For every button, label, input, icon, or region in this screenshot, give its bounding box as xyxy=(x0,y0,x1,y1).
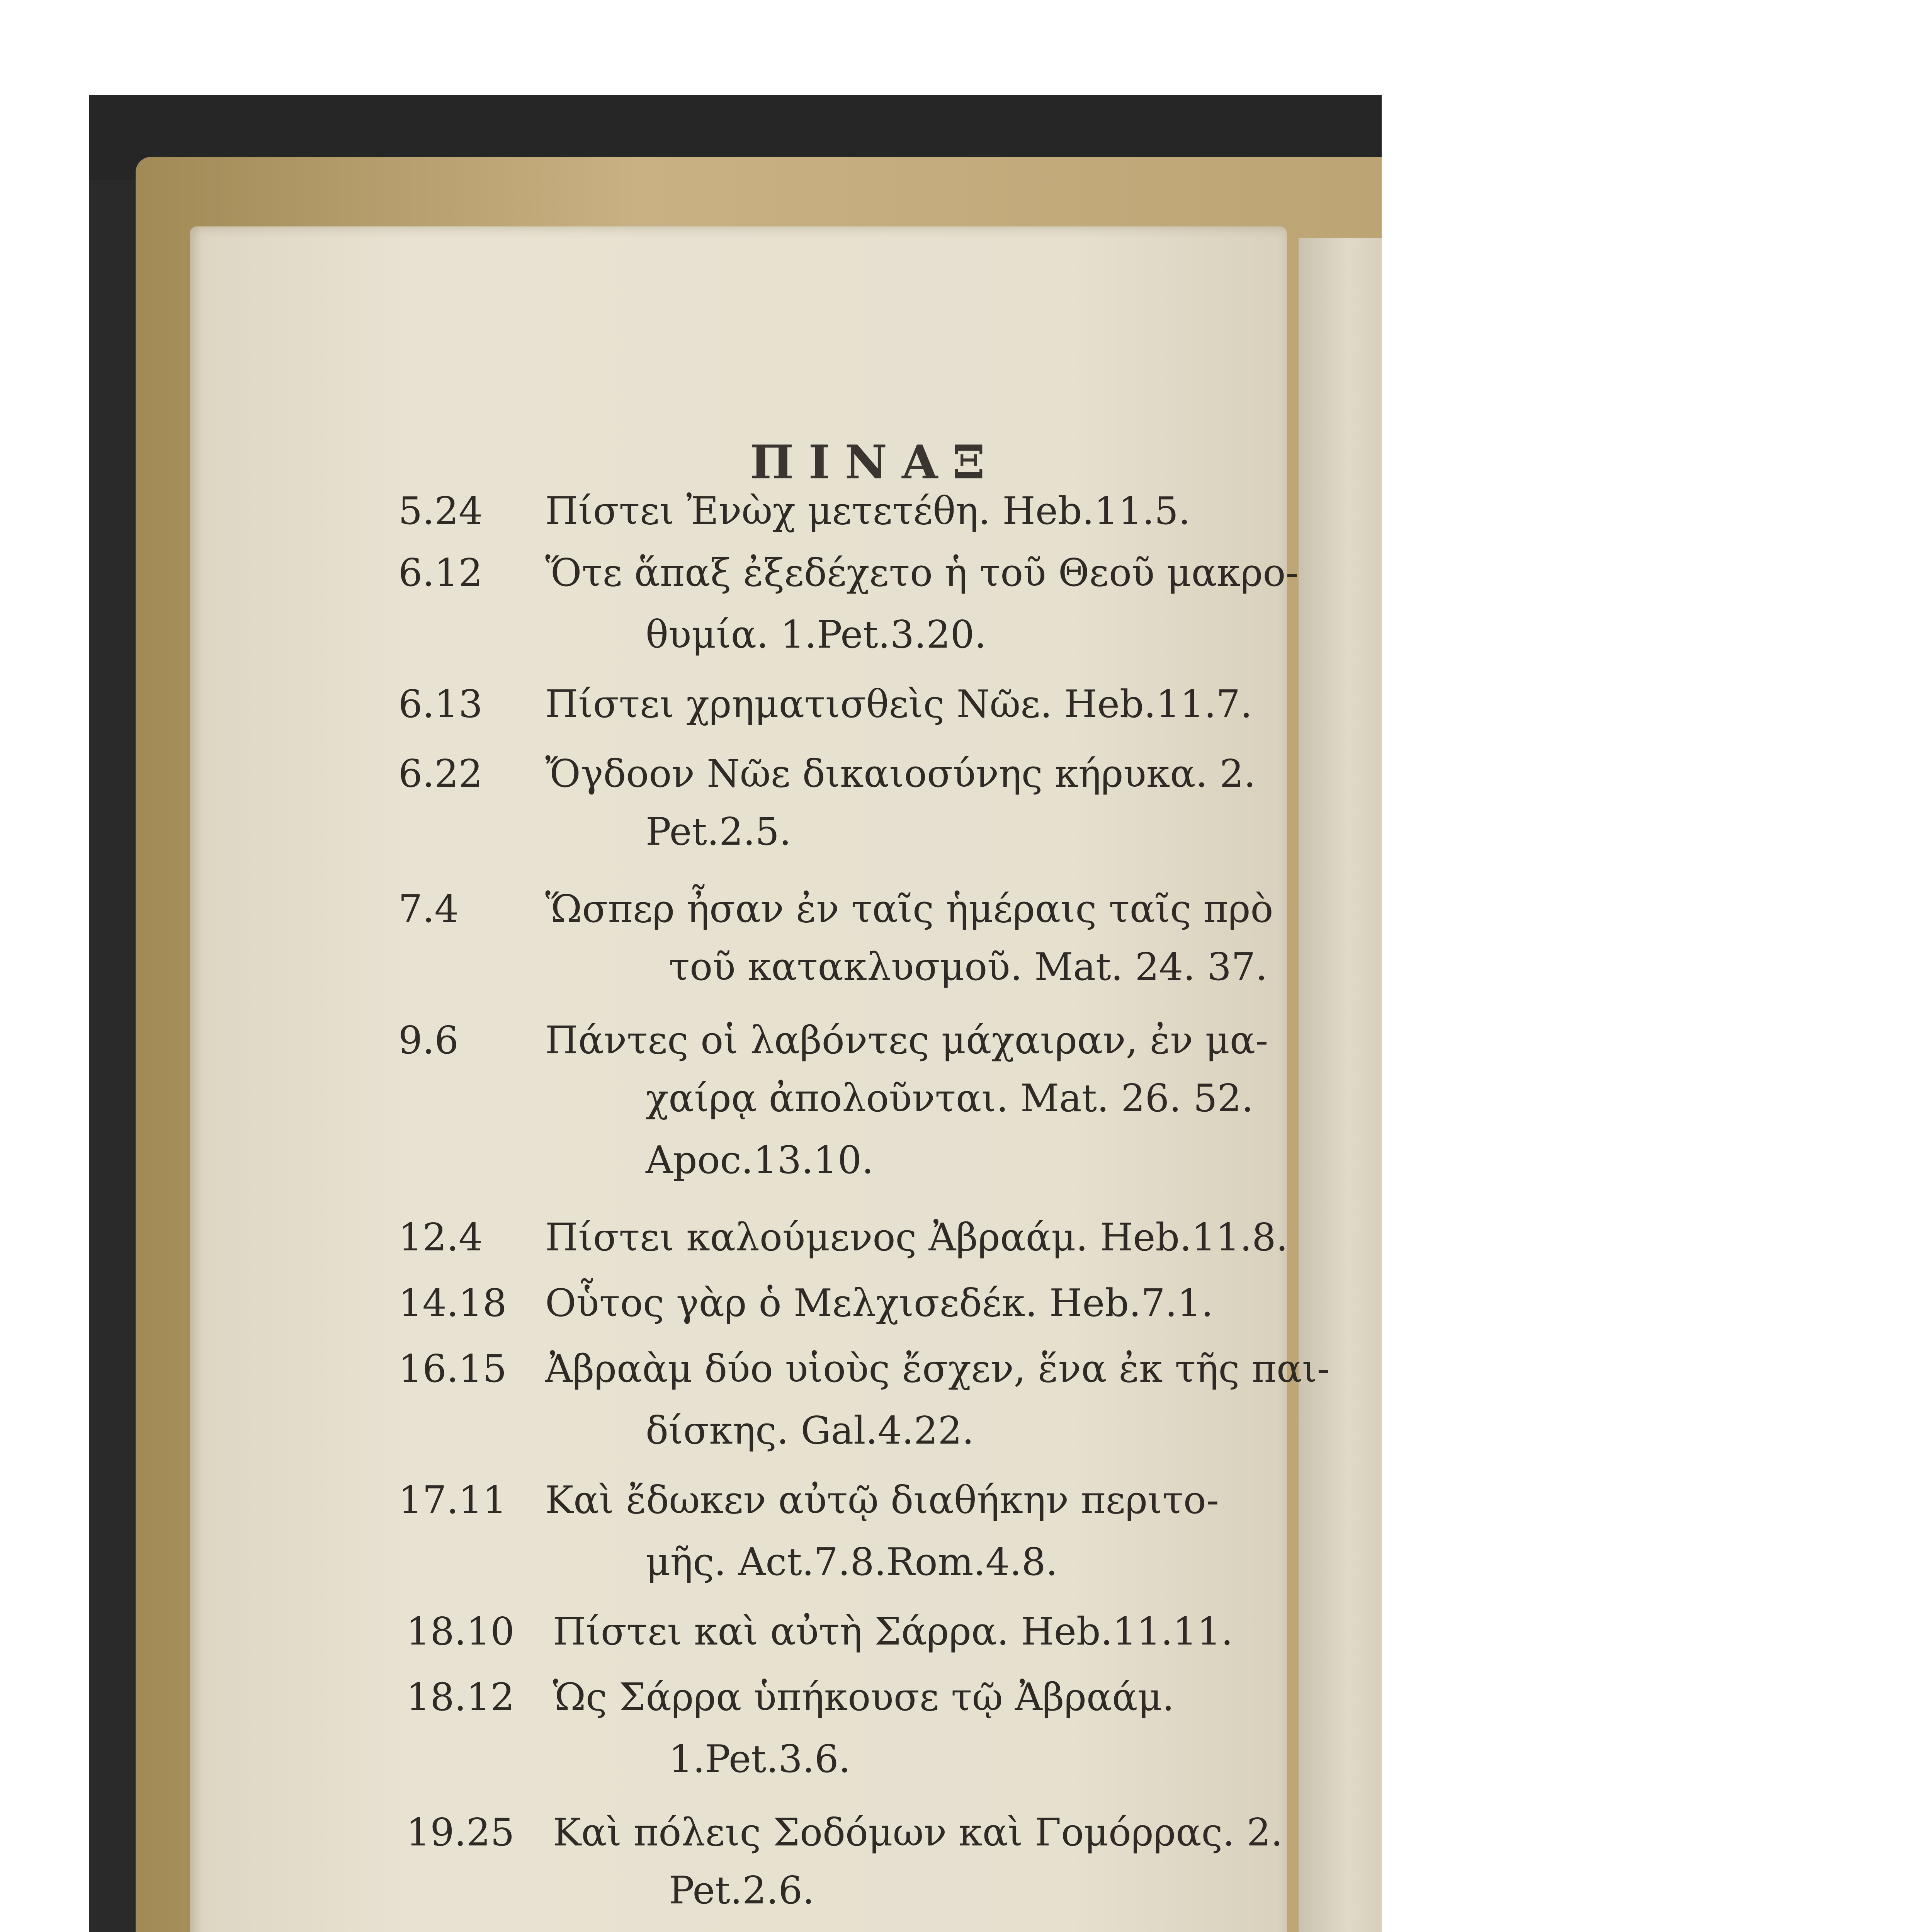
entry-reference: 19.25 xyxy=(406,1811,515,1855)
entry-reference: 16.15 xyxy=(398,1347,507,1391)
entry-reference: 14.18 xyxy=(398,1281,507,1325)
facing-page-edge xyxy=(1299,238,1382,1932)
index-entry xyxy=(398,551,1299,595)
entry-reference: 6.13 xyxy=(398,682,483,726)
entry-text: Ὥσπερ ἦσαν ἐν ταῖς ἡμέραις ταῖς πρὸ xyxy=(545,887,1273,931)
page-title: ΠΙΝΑΞ xyxy=(750,435,1000,490)
entry-text: Καὶ πόλεις Σοδόμων καὶ Γομόρρας. 2. xyxy=(553,1811,1283,1855)
entry-reference: 5.24 xyxy=(398,489,483,533)
entry-text: Πάντες οἱ λαβόντες μάχαιραν, ἐν μα- xyxy=(545,1019,1268,1063)
index-entry xyxy=(406,1610,1233,1654)
book-scan xyxy=(89,95,1382,1932)
entry-text: Πίστει Ἐνὼχ μετετέθη. Heb.11.5. xyxy=(545,489,1191,533)
index-entry xyxy=(398,489,1190,533)
entry-continuation: Pet.2.5. xyxy=(646,810,792,854)
entry-reference: 18.10 xyxy=(406,1610,515,1654)
entry-text: Καὶ ἔδωκεν αὐτῷ διαθήκην περιτο- xyxy=(545,1478,1219,1522)
index-entry xyxy=(406,1811,1283,1855)
entry-continuation: μῆς. Act.7.8.Rom.4.8. xyxy=(646,1540,1058,1584)
entry-text: Πίστει καλούμενος Ἀβραάμ. Heb.11.8. xyxy=(545,1216,1288,1260)
entry-reference: 7.4 xyxy=(398,887,459,931)
index-entry xyxy=(398,887,1273,931)
entry-text: Πίστει καὶ αὐτὴ Σάρρα. Heb.11.11. xyxy=(553,1610,1233,1654)
entry-continuation: χαίρᾳ ἀπολοῦνται. Mat. 26. 52. xyxy=(646,1077,1254,1121)
entry-text: Ὄγδοον Νῶε δικαιοσύνης κήρυκα. 2. xyxy=(545,752,1256,796)
index-entry xyxy=(398,1347,1330,1391)
index-entry xyxy=(398,1216,1288,1260)
entry-text: Πίστει χρηματισθεὶς Νῶε. Heb.11.7. xyxy=(545,682,1253,726)
book-page xyxy=(190,226,1330,1932)
entry-continuation: Apoc.13.10. xyxy=(646,1138,874,1182)
index-entry xyxy=(398,1281,1213,1325)
index-entry xyxy=(398,752,1256,796)
entry-text: Ἀβραὰμ δύο υἱοὺς ἔσχεν, ἕνα ἐκ τῆς παι- xyxy=(545,1347,1330,1391)
entry-reference: 17.11 xyxy=(398,1478,507,1522)
index-entry xyxy=(398,682,1252,726)
index-entry xyxy=(398,1019,1268,1063)
entry-text: Οὗτος γὰρ ὁ Μελχισεδέκ. Heb.7.1. xyxy=(545,1281,1214,1325)
entry-continuation: Pet.2.6. xyxy=(669,1869,815,1913)
entry-continuation: δίσκης. Gal.4.22. xyxy=(646,1409,974,1453)
entry-reference: 9.6 xyxy=(398,1019,459,1063)
entry-text: Ὅτε ἅπαξ ἐξεδέχετο ἡ τοῦ Θεοῦ μακρο- xyxy=(545,551,1299,595)
index-entry xyxy=(398,1478,1219,1522)
entry-continuation: τοῦ κατακλυσμοῦ. Mat. 24. 37. xyxy=(669,945,1268,989)
entry-reference: 12.4 xyxy=(398,1216,483,1260)
entry-continuation: θυμία. 1.Pet.3.20. xyxy=(646,613,987,657)
index-entry xyxy=(406,1675,1174,1719)
entry-text: Ὡς Σάρρα ὑπήκουσε τῷ Ἀβραάμ. xyxy=(553,1675,1175,1719)
entry-reference: 6.12 xyxy=(398,551,483,595)
entry-reference: 18.12 xyxy=(406,1675,515,1719)
entry-reference: 6.22 xyxy=(398,752,483,796)
entry-continuation: 1.Pet.3.6. xyxy=(669,1737,851,1781)
